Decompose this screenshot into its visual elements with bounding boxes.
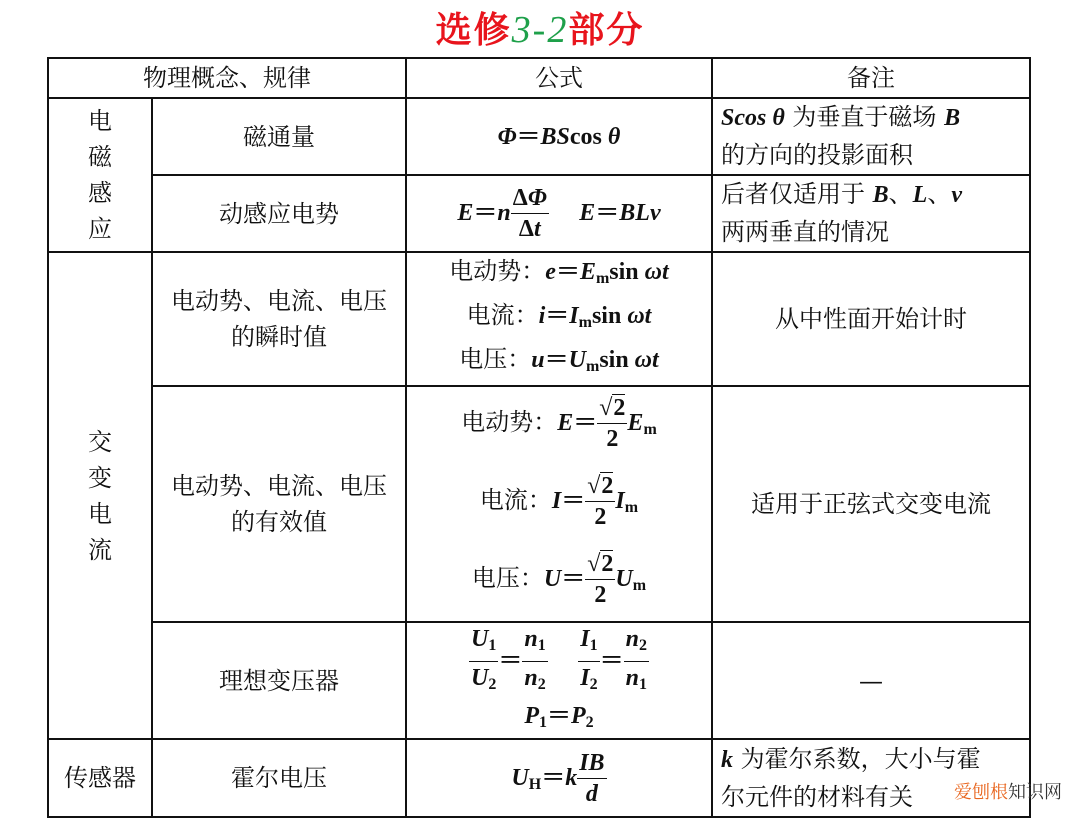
- concept-hall-voltage: 霍尔电压: [152, 739, 406, 817]
- note-hall-voltage: k 为霍尔系数，大小与霍 尔元件的材料有关: [712, 739, 1030, 817]
- note-effective-value: 适用于正弦式交变电流: [712, 386, 1030, 622]
- formula-magnetic-flux: Φ＝BScos θ: [406, 98, 712, 175]
- formula-hall-voltage: $U_H=k$ $\frac{IB}{d}$: [406, 739, 712, 817]
- note-instantaneous: 从中性面开始计时: [712, 252, 1030, 386]
- concept-ideal-transformer: 理想变压器: [152, 622, 406, 739]
- physics-formula-table: [47, 57, 1031, 818]
- formula-ideal-transformer: $\frac{U_1}{U_2}$ ＝ $\frac{n_1}{n_2}$ $\frac{I_1}{I_2}$ ＝ $\frac{n_2}{n_1}$ $P_1=P_2$: [406, 622, 712, 739]
- concept-instantaneous: 电动势、电流、电压的瞬时值: [152, 252, 406, 386]
- concept-effective-value: 电动势、电流、电压的有效值: [152, 386, 406, 622]
- page-title: [0, 8, 1080, 53]
- table-row: [48, 622, 1030, 739]
- category-em-induction: 电 磁 感 应: [48, 98, 152, 252]
- title-suffix: 部分: [568, 10, 645, 51]
- table-row: [48, 98, 1030, 175]
- formula-effective-value: 电动势：E＝ $\frac{√2}{2}$ $E_m$ 电流：I＝ $\frac{√2}{2}$ $I_m$ 电压：U＝ $\frac{√2}{2}$ $U_m$: [406, 386, 712, 622]
- table-row: [48, 252, 1030, 386]
- concept-motional-emf: 动感应电势: [152, 175, 406, 252]
- table-header-row: [48, 58, 1030, 98]
- header-concept: 物理概念、规律: [48, 58, 406, 98]
- category-sensor: 传感器: [48, 739, 152, 817]
- header-note: 备注: [712, 58, 1030, 98]
- header-formula: 公式: [406, 58, 712, 98]
- title-number: 3-2: [511, 9, 569, 51]
- formula-motional-emf: E＝n $\frac{\Delta\Phi}{\Delta t}$ E＝BLv: [406, 175, 712, 252]
- table-row: [48, 386, 1030, 622]
- formula-instantaneous: 电动势：$e=E_m\sin$ ωt 电流：$i=I_m\sin$ ωt 电压：$u=U_m\sin$ ωt: [406, 252, 712, 386]
- note-magnetic-flux: Scos θ 为垂直于磁场 B 的方向的投影面积: [712, 98, 1030, 175]
- table-row: [48, 175, 1030, 252]
- watermark: 爱刨根知识网: [954, 782, 1062, 803]
- concept-magnetic-flux: 磁通量: [152, 98, 406, 175]
- category-alternating-current: 交 变 电 流: [48, 252, 152, 739]
- table-row: [48, 739, 1030, 817]
- note-motional-emf: 后者仅适用于 B、L、v 两两垂直的情况: [712, 175, 1030, 252]
- title-prefix: 选修: [435, 10, 512, 51]
- note-ideal-transformer: —: [712, 622, 1030, 739]
